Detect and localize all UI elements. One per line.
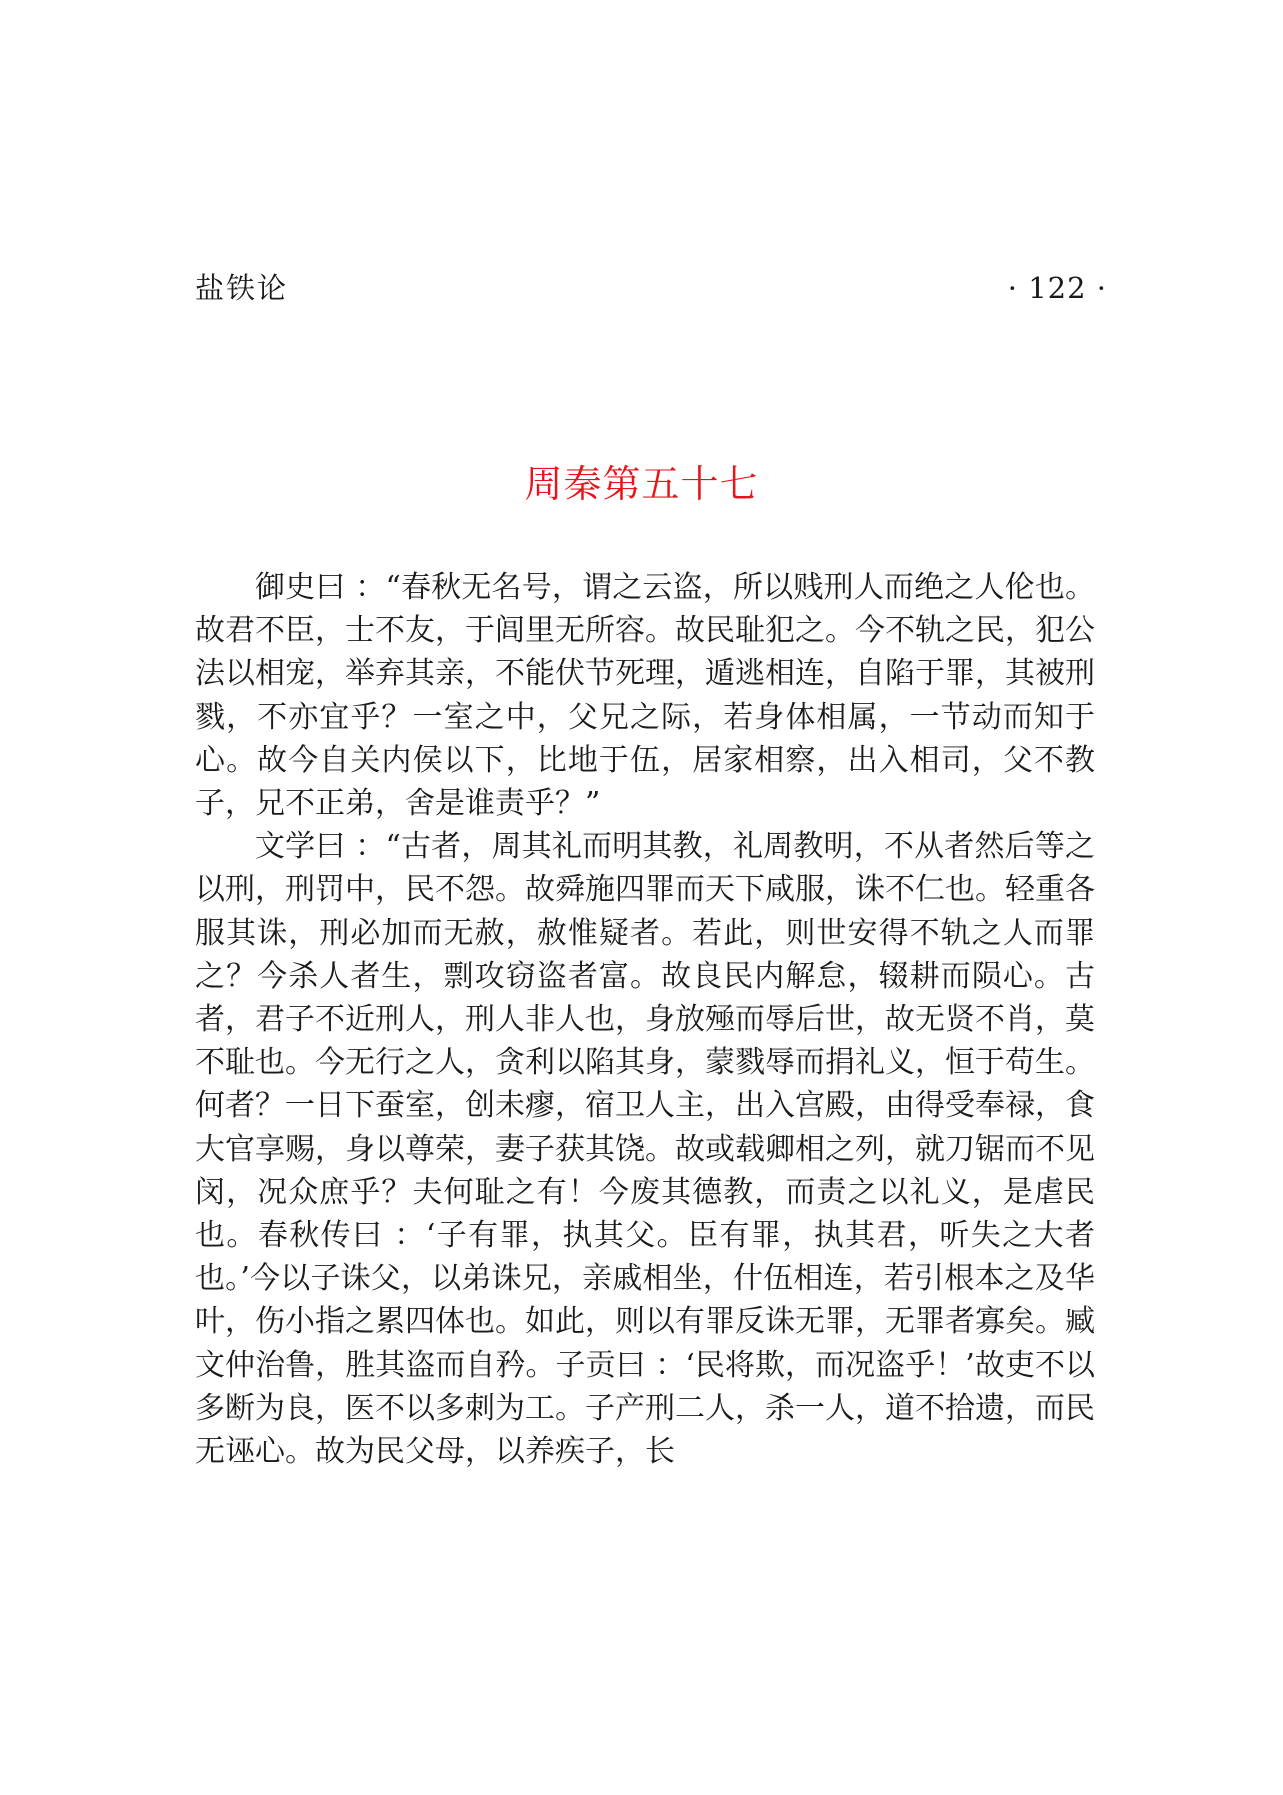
body-text bbox=[195, 566, 1095, 1473]
chapter-title: 周秦第五十七 bbox=[524, 462, 759, 506]
paragraph-wenxue: 文学曰 ：“古者，周其礼而明其教，礼周教明，不从者然后等之以刑，刑罚中，民不怨。故舜施四罪而天下咸服，诛不仁也。轻重各服其诛，刑必加而无赦，赦惟疑者。若此，则世安得不轨之人而罪之？今杀人者生，剽攻窃盗者富。故良民内解怠，辍耕而陨心。古者，君子不近刑人，刑人非人也，身放殛而辱后世，故无贤不肖，莫不耻也。今无行之人，贪利以陷其身，蒙戮辱而捐礼义，恒于苟生。何者？一日下蚕室，创未瘳，宿卫人主，出入宫殿，由得受奉禄，食大官享赐，身以尊荣，妻子获其饶。故或载卿相之列，就刀锯而不见闵，况众庶乎？夫何耻之有！今废其德教，而责之以礼义，是虐民也。春秋传曰 ：‘子有罪，执其父。臣有罪，执其君，听失之大者也。’今以子诛父，以弟诛兄，亲戚相坐，什伍相连，若引根本之及华叶，伤小指之累四体也。如此，则以有罪反诛无罪，无罪者寡矣。臧文仲治鲁，胜其盗而自矜。子贡曰 ：‘民将欺，而况盗乎！’故吏不以多断为良，医不以多刺为工。子产刑二人，杀一人，道不拾遗，而民无诬心。故为民父母，以养疾子，长 bbox=[195, 829, 1095, 1470]
page-number: · 122 · bbox=[1007, 271, 1107, 305]
book-title: 盐铁论 bbox=[195, 271, 289, 305]
paragraph-yushi: 御史曰 ：“春秋无名号，谓之云盗，所以贱刑人而绝之人伦也。故君不臣，士不友，于闾里无所容。故民耻犯之。今不轨之民，犯公法以相宠，举弃其亲，不能伏节死理，遁逃相连，自陷于罪，其被刑戮，不亦宜乎？一室之中，父兄之际，若身体相属，一节动而知于心。故今自关内侯以下，比地于伍，居家相察，出入相司，父不教子，兄不正弟，舍是谁责乎？” bbox=[195, 570, 1095, 822]
running-head bbox=[195, 268, 1107, 308]
